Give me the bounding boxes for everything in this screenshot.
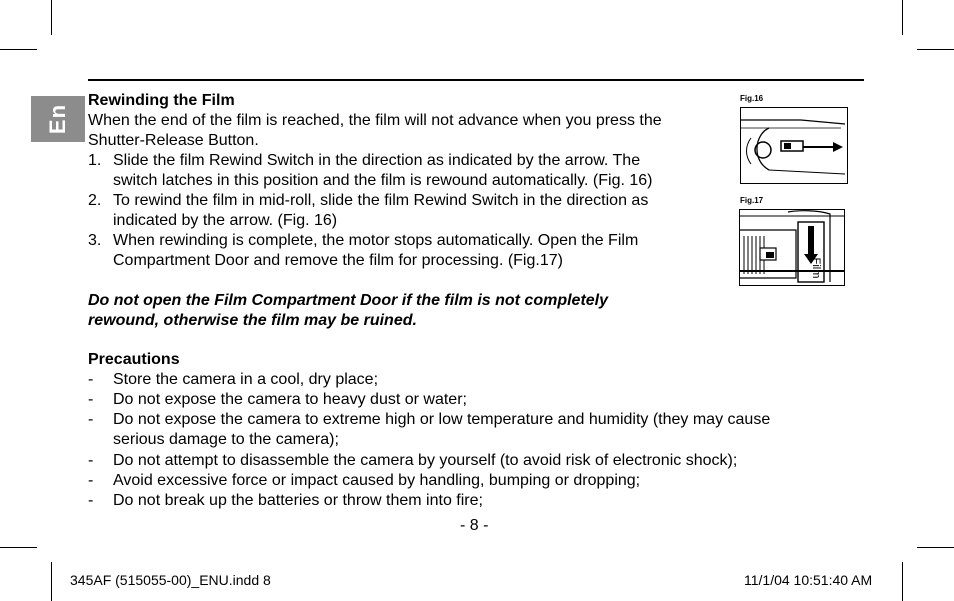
- precaution-item: Avoid excessive force or impact caused by handling, bumping or dropping;: [113, 472, 641, 489]
- step-text: When rewinding is complete, the motor stops automatically. Open the Film: [113, 232, 639, 249]
- precaution-item: Store the camera in a cool, dry place;: [113, 371, 379, 388]
- warning-text: Do not open the Film Compartment Door if the film is not completely: [88, 292, 609, 309]
- precaution-item: serious damage to the camera);: [113, 431, 339, 448]
- page-number: - 8 -: [460, 517, 489, 534]
- step-number: 1.: [88, 152, 102, 169]
- language-tab-label: En: [45, 103, 70, 135]
- bullet: -: [88, 411, 94, 428]
- header-rule: [88, 79, 864, 81]
- step-text: indicated by the arrow. (Fig. 16): [113, 212, 338, 229]
- language-tab: [31, 96, 85, 142]
- crop-mark: [902, 562, 903, 601]
- date-slug: 11/1/04 10:51:40 AM: [744, 572, 873, 588]
- intro-line: Shutter-Release Button.: [88, 132, 259, 149]
- figure-16-illustration: [740, 107, 848, 184]
- camera-rewind-switch-illustration: [741, 108, 847, 183]
- section-heading-rewinding: Rewinding the Film: [88, 92, 235, 109]
- figure-label-17: Fig.17: [740, 196, 764, 205]
- bullet: -: [88, 391, 94, 408]
- step-text: Slide the film Rewind Switch in the direction as indicated by the arrow. The: [113, 152, 641, 169]
- section-heading-precautions: Precautions: [88, 351, 180, 368]
- crop-mark: [917, 49, 954, 50]
- crop-mark: [51, 0, 52, 35]
- precaution-item: Do not break up the batteries or throw them into fire;: [113, 492, 483, 509]
- intro-line: When the end of the film is reached, the film will not advance when you press the: [88, 112, 662, 129]
- step-number: 2.: [88, 192, 102, 209]
- bullet: -: [88, 472, 94, 489]
- bullet: -: [88, 492, 94, 509]
- figure-17-illustration: [739, 209, 845, 286]
- crop-mark: [917, 547, 954, 548]
- figure-label-16: Fig.16: [740, 94, 764, 103]
- film-compartment-illustration: [740, 210, 844, 285]
- warning-text: rewound, otherwise the film may be ruined.: [88, 312, 417, 329]
- precaution-item: Do not expose the camera to extreme high or low temperature and humidity (they may cause: [113, 411, 771, 428]
- bullet: -: [88, 371, 94, 388]
- step-number: 3.: [88, 232, 102, 249]
- crop-mark: [902, 0, 903, 35]
- crop-mark: [0, 547, 37, 548]
- step-text: Compartment Door and remove the film for processing. (Fig.17): [113, 252, 563, 269]
- bullet: -: [88, 452, 94, 469]
- crop-mark: [0, 49, 37, 50]
- step-text: switch latches in this position and the film is rewound automatically. (Fig. 16): [113, 172, 653, 189]
- film-canister-label: Film: [810, 257, 822, 279]
- crop-mark: [51, 562, 52, 601]
- file-slug: 345AF (515055-00)_ENU.indd 8: [70, 572, 271, 588]
- step-text: To rewind the film in mid-roll, slide the film Rewind Switch in the direction as: [113, 192, 649, 209]
- precaution-item: Do not attempt to disassemble the camera by yourself (to avoid risk of electronic shock);: [113, 452, 738, 469]
- precaution-item: Do not expose the camera to heavy dust or water;: [113, 391, 467, 408]
